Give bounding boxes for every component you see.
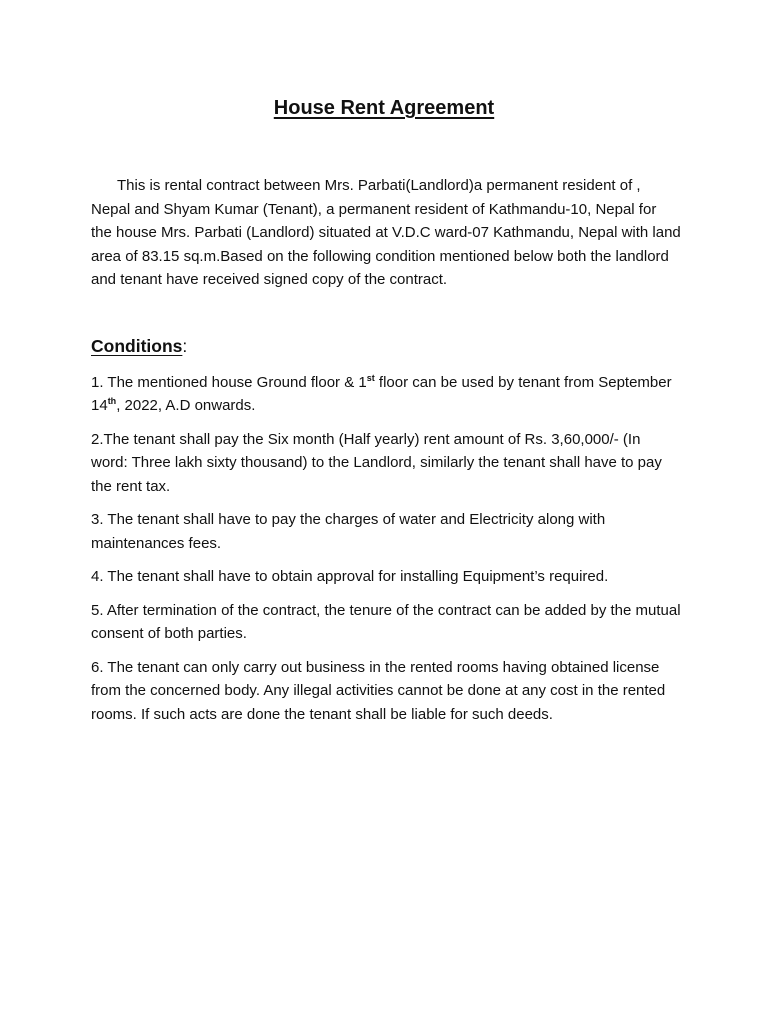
condition-item-2: 2.The tenant shall pay the Six month (Half yearly) rent amount of Rs. 3,60,000/- (In word: Three lakh sixty thousand) to the Landlord, similarly the tenant shall have to pay the rent tax. [91, 430, 662, 495]
condition-item-3: 3. The tenant shall have to pay the charges of water and Electricity along with maintenances fees. [91, 511, 606, 552]
condition-1-part-b: floor can be used by tenant from September 14 [91, 373, 672, 414]
condition-1-part-a: 1. The mentioned house Ground floor & 1 [91, 373, 367, 391]
conditions-heading [91, 333, 681, 359]
condition-1-sup-st: st [366, 372, 375, 383]
condition-item-4: 4. The tenant shall have to obtain approval for installing Equipment’s required. [91, 568, 609, 585]
document-body [91, 174, 681, 736]
condition-item-1 [91, 371, 681, 418]
condition-item-5: 5. After termination of the contract, the tenure of the contract can be added by the mutual consent of both parties. [91, 601, 681, 642]
conditions-heading-label: Conditions [91, 335, 183, 356]
condition-item-6: 6. The tenant can only carry out business in the rented rooms having obtained license from the concerned body. Any illegal activities cannot be done at any cost in the rented rooms. If such acts are done the tenant shall be liable for such deeds. [91, 658, 666, 723]
conditions-heading-colon: : [182, 335, 188, 356]
document-title: House Rent Agreement [273, 97, 495, 119]
condition-1-part-c: , 2022, A.D onwards. [116, 397, 256, 414]
intro-paragraph: This is rental contract between Mrs. Parbati(Landlord)a permanent resident of , Nepal and Shyam Kumar (Tenant), a permanent resident of Kathmandu-10, Nepal for the house Mrs. Parbati (Landlord) situated at V.D.C ward-07 Kathmandu, Nepal with land area of 83.15 sq.m.Based on the following condition mentioned below both the landlord and tenant have received signed copy of the contract. [91, 177, 681, 288]
condition-1-sup-th: th [107, 396, 117, 406]
